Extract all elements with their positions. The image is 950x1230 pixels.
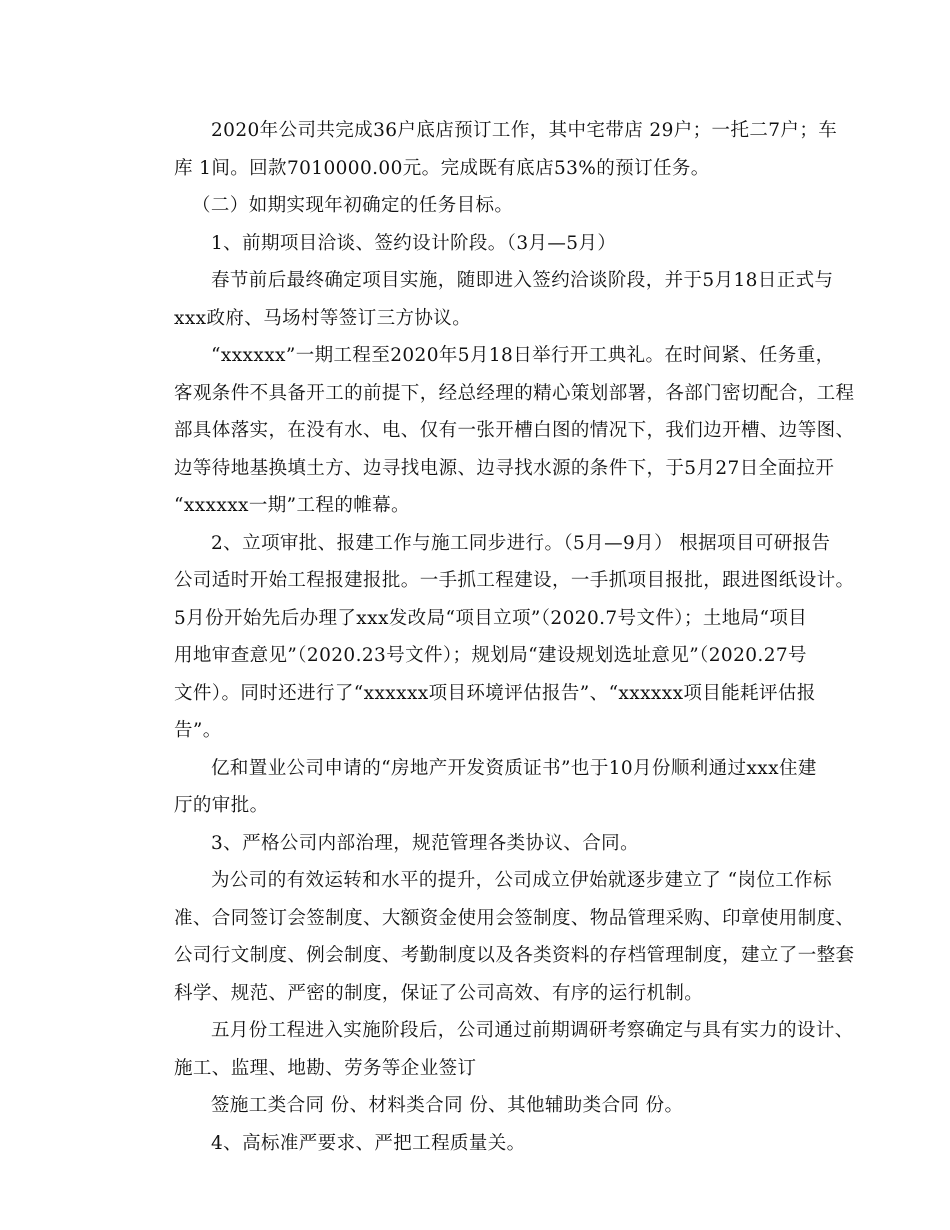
text-line: 公司适时开始工程报建报批。一手抓工程建设，一手抓项目报批，跟进图纸设计。 — [174, 570, 855, 591]
text-line: 4、高标准严要求、严把工程质量关。 — [211, 1132, 526, 1154]
paragraph-approval — [137, 525, 855, 750]
text-line: 准、合同签订会签制度、大额资金使用会签制度、物品管理采购、印章使用制度、 — [174, 907, 855, 929]
text-line: “xxxxxx一期”工程的帷幕。 — [174, 495, 410, 516]
paragraph-qualification — [137, 750, 827, 825]
text-line: 告”。 — [174, 720, 222, 741]
text-line: （二）如期实现年初确定的任务目标。 — [192, 195, 514, 216]
text-line: 部具体落实，在没有水、电、仅有一张开槽白图的情况下，我们边开槽、边等图、 — [174, 420, 855, 441]
text-line: 文件）。同时还进行了“xxxxxx项目环境评估报告”、“xxxxxx项目能耗评估报 — [174, 682, 816, 704]
text-line: 库 1间。回款7010000.00元。完成既有底店53%的预订任务。 — [174, 157, 710, 179]
paragraph-shop-presales — [137, 112, 838, 187]
text-line: 五月份工程进入实施阶段后，公司通过前期调研考察确定与具有实力的设计、 — [211, 1020, 854, 1041]
paragraph-contracts — [137, 1012, 854, 1087]
text-line: 用地审查意见”（2020.23号文件）；规划局“建设规划选址意见”（2020.27号 — [174, 645, 807, 666]
text-line: 春节前后最终确定项目实施，随即进入签约洽谈阶段，并于5月18日正式与 — [211, 270, 834, 291]
text-line: 客观条件不具备开工的前提下，经总经理的精心策划部署，各部门密切配合，工程 — [174, 382, 855, 404]
text-line: 签施工类合同 份、材料类合同 份、其他辅助类合同 份。 — [211, 1095, 684, 1116]
text-line: 边等待地基换填土方、边寻找电源、边寻找水源的条件下，于5月27日全面拉开 — [174, 457, 835, 479]
text-line: 施工、监理、地勘、劳务等企业签订 — [174, 1057, 477, 1079]
text-line: 2、立项审批、报建工作与施工同步进行。（5月—9月） 根据项目可研报告 — [211, 532, 831, 554]
text-line: 3、严格公司内部治理，规范管理各类协议、合同。 — [211, 832, 639, 854]
document-body — [137, 112, 855, 1162]
paragraph-groundbreaking — [137, 337, 855, 525]
text-line: “xxxxxx”一期工程至2020年5月18日举行开工典礼。在时间紧、任务重， — [211, 345, 835, 366]
text-line: 1、前期项目洽谈、签约设计阶段。（3月—5月） — [211, 232, 617, 254]
text-line: 亿和置业公司申请的“房地产开发资质证书”也于10月份顺利通过xxx住建 — [211, 757, 817, 779]
text-line: 公司行文制度、例会制度、考勤制度以及各类资料的存档管理制度，建立了一整套 — [174, 945, 855, 966]
text-line: 5月份开始先后办理了xxx发改局“项目立项”（2020.7号文件）；土地局“项目 — [174, 607, 808, 629]
subheading-4 — [137, 1125, 827, 1163]
subheading-3 — [137, 825, 827, 863]
section-heading-2 — [137, 187, 827, 225]
paragraph-governance — [137, 862, 855, 1012]
text-line: 2020年公司共完成36户底店预订工作，其中宅带店 29户；一托二7户；车 — [211, 120, 838, 141]
subheading-1 — [137, 225, 827, 263]
text-line: 为公司的有效运转和水平的提升，公司成立伊始就逐步建立了 “岗位工作标 — [211, 870, 832, 891]
paragraph-contract-counts — [137, 1087, 827, 1125]
text-line: 科学、规范、严密的制度，保证了公司高效、有序的运行机制。 — [174, 982, 704, 1004]
text-line: 厅的审批。 — [174, 795, 269, 816]
paragraph-signing — [137, 262, 834, 337]
text-line: xxx政府、马场村等签订三方协议。 — [174, 307, 472, 329]
